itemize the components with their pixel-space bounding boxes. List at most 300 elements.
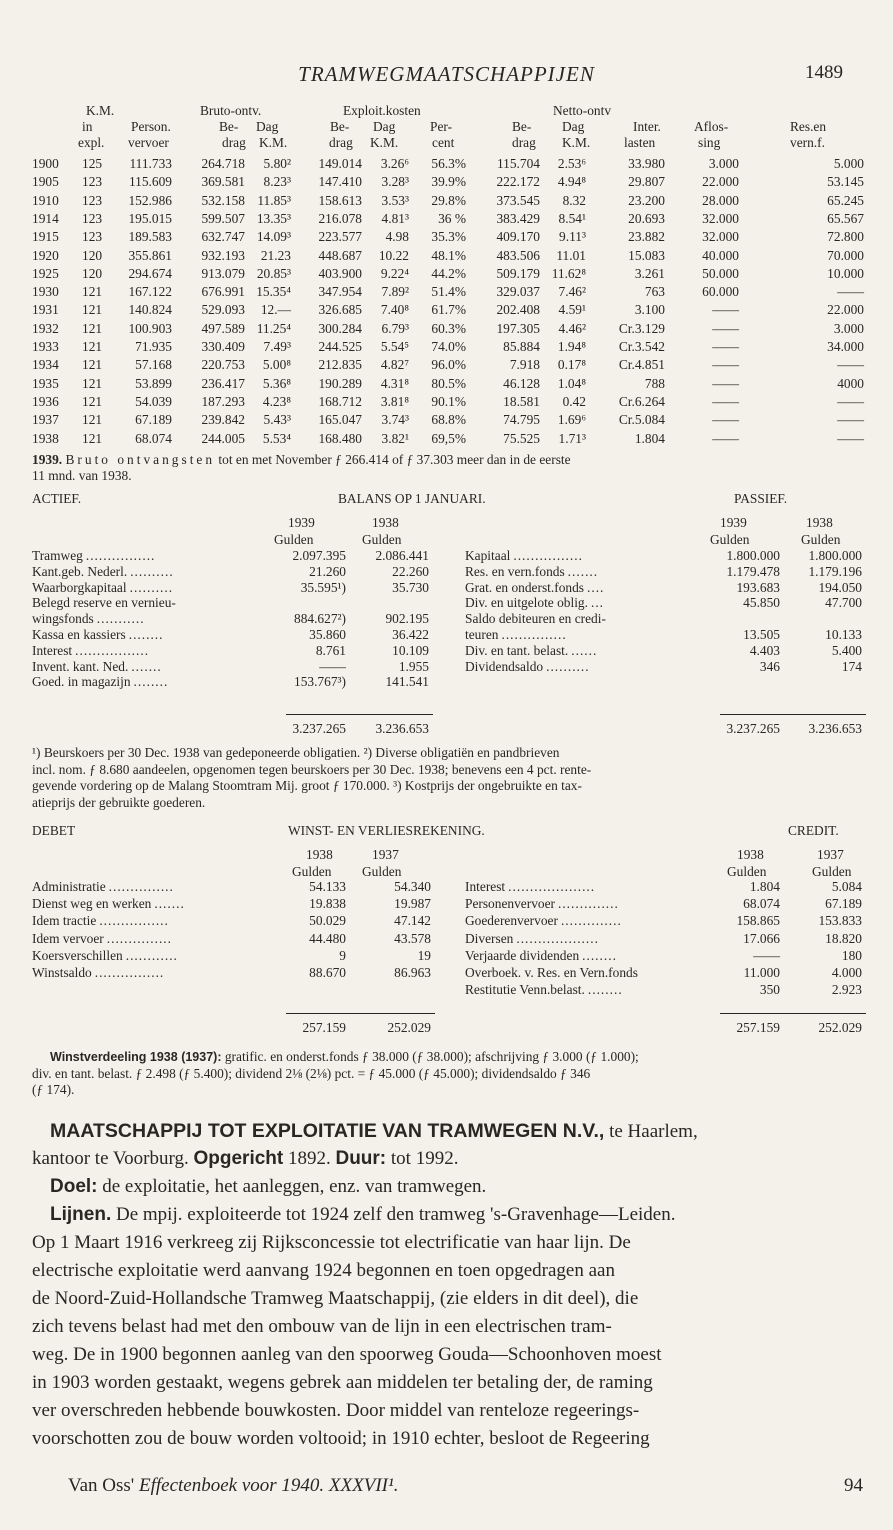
amount-previous: 1.800.000 — [808, 548, 862, 563]
table-row — [0, 266, 893, 283]
table-cell: 23.882 — [628, 229, 665, 245]
table-cell: 39.9% — [431, 174, 466, 190]
footer-left: Van Oss' — [68, 1475, 135, 1496]
column-header: drag — [512, 135, 536, 150]
total-current: 257.159 — [736, 1020, 780, 1035]
column-header: K.M. — [259, 135, 288, 150]
account-label-text: Saldo debiteuren en credi- — [465, 611, 606, 627]
year-header: 1937 — [372, 847, 399, 862]
table-row — [0, 394, 893, 411]
account-row — [0, 948, 893, 965]
account-label — [32, 674, 168, 690]
table-cell: 28.000 — [702, 192, 739, 208]
table-cell: 3.100 — [634, 302, 665, 318]
table-cell: 5.80² — [263, 156, 291, 171]
table-cell: —— — [837, 284, 864, 300]
table-row — [0, 339, 893, 356]
company-name: MAATSCHAPPIJ TOT EXPLOITATIE VAN TRAMWEGEN N.V., — [50, 1120, 605, 1142]
amount-current: 158.865 — [736, 913, 780, 929]
unit-header: Gulden — [812, 864, 852, 879]
column-header: drag — [222, 135, 246, 150]
account-label-text: Kassa en kassiers — [32, 627, 126, 642]
account-label-text: Interest — [465, 879, 506, 894]
table-cell: 369.581 — [201, 174, 245, 190]
amount-current: 21.260 — [309, 563, 346, 579]
table-cell: 676.991 — [201, 284, 245, 300]
doel-value: de exploitatie, het aanleggen, enz. van tramwegen. — [102, 1176, 487, 1197]
table-cell: 53.145 — [827, 174, 864, 190]
table-row — [0, 412, 893, 429]
table-cell: 4.98 — [385, 229, 409, 245]
total-rule — [286, 1013, 435, 1014]
table-cell: 1900 — [32, 156, 59, 171]
table-cell: 11.01 — [556, 247, 586, 263]
table-cell: 6.79³ — [381, 320, 409, 336]
table-cell: 3.261 — [634, 265, 665, 281]
leader-dots: ................ — [94, 965, 165, 980]
amount-previous: 43.578 — [394, 930, 431, 946]
table-cell: 121 — [82, 393, 103, 409]
amount-current: 50.029 — [309, 913, 346, 929]
table-cell: 20.85³ — [256, 265, 291, 281]
table-cell: 68.074 — [135, 430, 172, 446]
table-row — [0, 193, 893, 210]
table-cell: 264.718 — [201, 156, 245, 171]
table-cell: Cr.3.129 — [618, 320, 665, 336]
column-header: Per- — [430, 119, 453, 134]
table-cell: 409.170 — [496, 229, 540, 245]
amount-current: —— — [319, 658, 346, 674]
table-cell: 90.1% — [431, 393, 466, 409]
amount-previous: 10.109 — [392, 642, 429, 658]
table-cell: 244.005 — [201, 430, 245, 446]
table-cell: 187.293 — [201, 393, 245, 409]
account-label — [465, 595, 604, 611]
table-cell: 3.26⁶ — [380, 156, 409, 171]
column-header: Be- — [219, 119, 239, 134]
amount-current: 8.761 — [315, 642, 346, 658]
account-label-text: Diversen — [465, 930, 514, 946]
table-cell: 1936 — [32, 393, 59, 409]
table-cell: —— — [712, 320, 739, 336]
table-cell: 1915 — [32, 229, 59, 245]
table-cell: 72.800 — [827, 229, 864, 245]
table-cell: 44.2% — [431, 265, 466, 281]
leader-dots: .... — [587, 579, 605, 595]
amount-previous: 47.142 — [394, 913, 431, 929]
amount-previous: 10.133 — [825, 627, 862, 642]
total-rule — [720, 1013, 866, 1014]
table-cell: 3.53³ — [381, 192, 409, 208]
leader-dots: ....... — [567, 563, 599, 579]
amount-current: —— — [753, 947, 780, 963]
account-row — [0, 913, 893, 930]
table-cell: 1932 — [32, 320, 59, 336]
table-cell: 212.835 — [318, 357, 362, 373]
amount-previous: 22.260 — [392, 563, 429, 579]
table-cell: 326.685 — [318, 302, 362, 318]
table-cell: 1938 — [32, 430, 59, 446]
account-label — [465, 548, 583, 564]
total-current: 3.237.265 — [292, 721, 346, 736]
table-cell: 165.047 — [318, 412, 362, 428]
account-label-text: Personenvervoer — [465, 896, 555, 912]
amount-current: 153.767³) — [294, 674, 346, 690]
table-cell: Cr.3.542 — [618, 339, 665, 354]
leader-dots: ....... — [131, 658, 162, 674]
leader-dots: ........ — [587, 982, 623, 998]
table-cell: 5.43³ — [263, 412, 291, 428]
table-cell: 5.000 — [833, 156, 864, 171]
note-label: Bruto ontvangsten — [65, 452, 216, 467]
paragraph-line: electrische exploitatie werd aanvang 1924 begonnen en toen opgedragen aan — [32, 1260, 615, 1281]
amount-previous: 5.084 — [831, 879, 862, 894]
amount-previous: 174 — [841, 658, 862, 674]
table-cell: 4.31⁸ — [380, 375, 409, 391]
company-office-line — [32, 1145, 458, 1173]
table-cell: 1914 — [32, 210, 59, 226]
table-cell: 12.— — [260, 302, 291, 318]
table-cell: 10.000 — [827, 265, 864, 281]
account-label-text: teuren — [465, 627, 499, 642]
table-cell: 599.507 — [201, 210, 245, 226]
account-row — [0, 580, 893, 597]
table-cell: 1.71³ — [558, 430, 586, 446]
column-header: K.M. — [562, 135, 591, 150]
account-label-text: Goederenvervoer — [465, 913, 558, 929]
amount-current: 884.627²) — [294, 611, 346, 627]
table-cell: 383.429 — [496, 210, 540, 226]
table-cell: —— — [712, 430, 739, 446]
table-cell: 3.000 — [708, 156, 739, 171]
table-cell: —— — [837, 412, 864, 428]
balans-title: BALANS OP 1 JANUARI. — [338, 491, 486, 506]
note-year: 1939. — [32, 452, 63, 467]
note-1939-line2: 11 mnd. van 1938. — [32, 468, 132, 483]
account-row — [0, 564, 893, 581]
table-cell: 67.189 — [135, 412, 172, 428]
table-cell: 222.172 — [496, 174, 540, 190]
table-cell: 80.5% — [431, 375, 466, 391]
table-row — [0, 376, 893, 393]
table-cell: 11.62⁸ — [551, 265, 586, 281]
table-cell: 7.40⁸ — [380, 302, 409, 318]
leader-dots: .......... — [130, 563, 174, 579]
amount-previous: 180 — [841, 947, 862, 963]
note-1939 — [32, 452, 571, 468]
table-cell: 11.25⁴ — [256, 320, 291, 336]
amount-previous: 18.820 — [825, 930, 862, 946]
table-cell: 932.193 — [201, 247, 245, 263]
table-cell: 9.11³ — [559, 229, 586, 245]
table-cell: 1910 — [32, 192, 59, 208]
leader-dots: ................ — [99, 913, 169, 929]
column-header: drag — [329, 135, 353, 150]
table-cell: 4.81³ — [381, 210, 409, 226]
table-cell: 8.23³ — [263, 174, 291, 190]
table-cell: 529.093 — [201, 302, 245, 318]
table-cell: 244.525 — [318, 339, 362, 354]
table-cell: 121 — [82, 339, 103, 354]
winstverdeeling-label: Winstverdeeling 1938 (1937): — [50, 1050, 222, 1064]
table-cell: 70.000 — [827, 247, 864, 263]
table-cell: 5.00⁸ — [262, 357, 291, 373]
table-cell: 329.037 — [496, 284, 540, 300]
table-cell: 532.158 — [201, 192, 245, 208]
table-cell: 330.409 — [201, 339, 245, 354]
paragraph-line: zich tevens belast had met den ombouw van de lijn in een electrischen tram- — [32, 1316, 612, 1337]
table-cell: 7.89² — [381, 284, 409, 300]
table-row — [0, 431, 893, 448]
leader-dots: ........ — [128, 627, 164, 642]
winstverdeeling-line2: div. en tant. belast. ƒ 2.498 (ƒ 5.400); dividend 2⅛ (2⅛) pct. = ƒ 45.000 (ƒ 45.000); dividendsaldo ƒ 346 — [32, 1066, 591, 1081]
amount-current: 68.074 — [743, 896, 780, 912]
column-header: vervoer — [128, 135, 169, 150]
table-cell: 13.35³ — [256, 210, 291, 226]
amount-previous: 86.963 — [394, 965, 431, 980]
column-header: K.M. — [370, 135, 399, 150]
table-cell: —— — [712, 302, 739, 318]
note-text: tot en met November ƒ 266.414 of ƒ 37.303 meer dan in de eerste — [218, 452, 571, 467]
leader-dots: .............. — [557, 896, 619, 912]
paragraph-line: Op 1 Maart 1916 verkreeg zij Rijksconcessie tot electrificatie van haar lijn. De — [32, 1232, 631, 1253]
table-cell: 32.000 — [702, 210, 739, 226]
leader-dots: .................... — [508, 879, 596, 894]
duur-value: tot 1992. — [390, 1148, 459, 1169]
column-header: in — [82, 119, 93, 134]
table-cell: 100.903 — [128, 320, 172, 336]
account-row — [0, 595, 893, 612]
account-label — [465, 948, 617, 964]
account-row — [0, 896, 893, 913]
account-label-text: Tramweg — [32, 548, 83, 563]
leader-dots: ............... — [501, 627, 567, 642]
account-row — [0, 548, 893, 565]
footnote-line: ¹) Beurskoers per 30 Dec. 1938 van gedeponeerde obligatien. ²) Diverse obligatiën en pandbrieven — [32, 745, 560, 760]
account-label-text: Belegd reserve en vernieu- — [32, 595, 176, 611]
table-cell: 3.28³ — [381, 174, 409, 190]
footnote-line: atieprijs der gebruikte goederen. — [32, 795, 206, 810]
duur-label: Duur: — [335, 1148, 387, 1169]
table-cell: 1.04⁸ — [557, 375, 586, 391]
table-cell: 347.954 — [318, 284, 362, 300]
table-cell: 1925 — [32, 265, 59, 281]
table-cell: 5.53⁴ — [262, 430, 291, 446]
table-cell: —— — [712, 412, 739, 428]
winst-title: WINST- EN VERLIESREKENING. — [288, 823, 485, 838]
table-cell: 0.42 — [562, 393, 586, 409]
opgericht-value: 1892. — [287, 1148, 331, 1169]
total-rule — [286, 714, 433, 715]
amount-current: 2.097.395 — [292, 548, 346, 563]
table-cell: 57.168 — [135, 357, 172, 373]
table-cell: 15.083 — [628, 247, 665, 263]
actief-title: ACTIEF. — [32, 491, 82, 506]
table-row — [0, 248, 893, 265]
table-cell: 355.861 — [128, 247, 172, 263]
amount-current: 4.403 — [749, 642, 780, 658]
column-header: sing — [698, 135, 721, 150]
table-cell: 632.747 — [201, 229, 245, 245]
table-cell: —— — [712, 339, 739, 354]
table-cell: 50.000 — [702, 265, 739, 281]
table-cell: 121 — [82, 412, 103, 428]
table-cell: 21.23 — [260, 247, 291, 263]
table-cell: 2.53⁶ — [557, 156, 586, 171]
passief-title: PASSIEF. — [734, 491, 788, 506]
table-cell: 54.039 — [135, 393, 172, 409]
table-cell: 223.577 — [318, 229, 362, 245]
amount-previous: 2.086.441 — [375, 548, 429, 563]
table-cell: 20.693 — [628, 210, 665, 226]
leader-dots: .......... — [546, 658, 590, 674]
account-label-text: Dividendsaldo — [465, 658, 544, 674]
amount-previous: 153.833 — [818, 913, 862, 929]
opgericht-label: Opgericht — [193, 1148, 284, 1169]
paragraph-line: weg. De in 1900 begonnen aanleg van den spoorweg Gouda—Schoonhoven moest — [32, 1344, 662, 1365]
table-cell: 123 — [82, 174, 103, 190]
table-cell: 373.545 — [496, 192, 540, 208]
table-cell: 7.49³ — [263, 339, 291, 354]
table-cell: 121 — [82, 430, 103, 446]
table-cell: 65.245 — [827, 192, 864, 208]
amount-previous: 141.541 — [385, 674, 429, 690]
table-cell: 1.94⁸ — [557, 339, 586, 354]
credit-title: CREDIT. — [788, 823, 839, 838]
table-cell: 120 — [82, 247, 103, 263]
footnote-line: incl. nom. ƒ 8.680 aandeelen, opgenomen tegen beurskoers per 30 Dec. 1938; benevens een 4 pct. rente- — [32, 762, 592, 777]
account-label-text: Koersverschillen — [32, 947, 123, 963]
table-cell: 190.289 — [318, 375, 362, 391]
table-cell: —— — [712, 375, 739, 391]
table-cell: 121 — [82, 375, 103, 391]
leader-dots: ... — [590, 595, 605, 611]
table-cell: 220.753 — [201, 357, 245, 373]
table-cell: 48.1% — [431, 247, 466, 263]
table-cell: 8.32 — [562, 192, 586, 208]
account-row — [0, 611, 893, 628]
unit-header: Gulden — [362, 532, 402, 547]
account-label-text: Kant.geb. Nederl. — [32, 563, 128, 579]
amount-previous: 5.400 — [831, 642, 862, 658]
winstverdeeling — [50, 1049, 639, 1065]
account-label — [465, 564, 598, 580]
amount-previous: 4.000 — [831, 965, 862, 980]
table-cell: 4.59¹ — [558, 302, 586, 318]
table-cell: 121 — [82, 284, 103, 300]
table-cell: 913.079 — [201, 265, 245, 281]
table-row — [0, 229, 893, 246]
account-label-text: Grat. en onderst.fonds — [465, 579, 584, 595]
table-cell: —— — [837, 357, 864, 373]
table-cell: 3.82¹ — [381, 430, 409, 446]
table-cell: 763 — [644, 284, 665, 300]
leader-dots: ........ — [133, 674, 169, 690]
table-cell: 96.0% — [431, 357, 466, 373]
table-cell: 23.200 — [628, 192, 665, 208]
column-header: cent — [432, 135, 455, 150]
amount-current: 45.850 — [743, 595, 780, 611]
table-cell: 202.408 — [496, 302, 540, 318]
account-label — [465, 913, 622, 929]
unit-header: Gulden — [362, 864, 402, 879]
lijnen-label: Lijnen. — [50, 1204, 112, 1225]
table-cell: 140.824 — [128, 302, 172, 318]
table-cell: —— — [712, 357, 739, 373]
table-row — [0, 284, 893, 301]
total-previous: 3.236.653 — [808, 721, 862, 736]
amount-previous: 67.189 — [825, 896, 862, 912]
amount-previous: 54.340 — [394, 879, 431, 894]
year-header: 1939 — [288, 515, 315, 530]
amount-current: 1.800.000 — [726, 548, 780, 563]
amount-previous: 19.987 — [394, 896, 431, 912]
total-previous: 3.236.653 — [375, 721, 429, 736]
table-cell: 32.000 — [702, 229, 739, 245]
year-header: 1938 — [737, 847, 764, 862]
account-label — [465, 627, 567, 643]
amount-previous: 19 — [417, 947, 431, 963]
account-label — [465, 896, 619, 912]
column-header: Inter. — [633, 119, 661, 134]
table-cell: 509.179 — [496, 265, 540, 281]
leader-dots: ........ — [582, 947, 617, 963]
paragraph-line: de Noord-Zuid-Hollandsche Tramweg Maatschappij, (zie elders in dit deel), die — [32, 1288, 639, 1309]
amount-previous: 194.050 — [818, 579, 862, 595]
table-cell: 1930 — [32, 284, 59, 300]
table-cell: 8.54¹ — [558, 210, 586, 226]
account-label — [465, 879, 595, 895]
table-cell: 1905 — [32, 174, 59, 190]
table-cell: —— — [837, 430, 864, 446]
table-cell: 497.589 — [201, 320, 245, 336]
amount-current: 9 — [339, 947, 346, 963]
total-rule — [720, 714, 866, 715]
table-cell: 294.674 — [128, 265, 172, 281]
account-row — [0, 879, 893, 896]
column-group-header: Exploit.kosten — [343, 103, 421, 118]
table-cell: 74.0% — [431, 339, 466, 354]
table-cell: 85.884 — [503, 339, 540, 354]
column-header: Person. — [131, 119, 171, 134]
table-cell: 3.74³ — [381, 412, 409, 428]
table-cell: 34.000 — [827, 339, 864, 354]
account-label-text: Idem vervoer — [32, 930, 104, 946]
account-label-text: Administratie — [32, 879, 106, 894]
paragraph-line: voorschotten zou de bouw worden voltooid; in 1910 echter, besloot de Regeering — [32, 1428, 650, 1449]
table-cell: 195.015 — [128, 210, 172, 226]
table-cell: —— — [837, 393, 864, 409]
table-cell: 14.09³ — [256, 229, 291, 245]
amount-current: 1.179.478 — [726, 563, 780, 579]
account-label-text: Res. en vern.fonds — [465, 563, 565, 579]
table-cell: 9.22⁴ — [380, 265, 409, 281]
table-cell: 111.733 — [129, 156, 172, 171]
table-cell: Cr.6.264 — [618, 393, 665, 409]
column-group-header: K.M. — [86, 103, 115, 118]
table-cell: 3.81⁸ — [380, 393, 409, 409]
table-cell: 3.000 — [833, 320, 864, 336]
doel-label: Doel: — [50, 1176, 98, 1197]
account-label — [465, 580, 604, 596]
table-cell: 29.8% — [431, 192, 466, 208]
account-label — [465, 611, 609, 627]
table-cell: 35.3% — [431, 229, 466, 245]
table-cell: 120 — [82, 265, 103, 281]
table-cell: 197.305 — [496, 320, 540, 336]
table-cell: 4000 — [837, 375, 864, 391]
table-cell: 68.8% — [431, 412, 466, 428]
